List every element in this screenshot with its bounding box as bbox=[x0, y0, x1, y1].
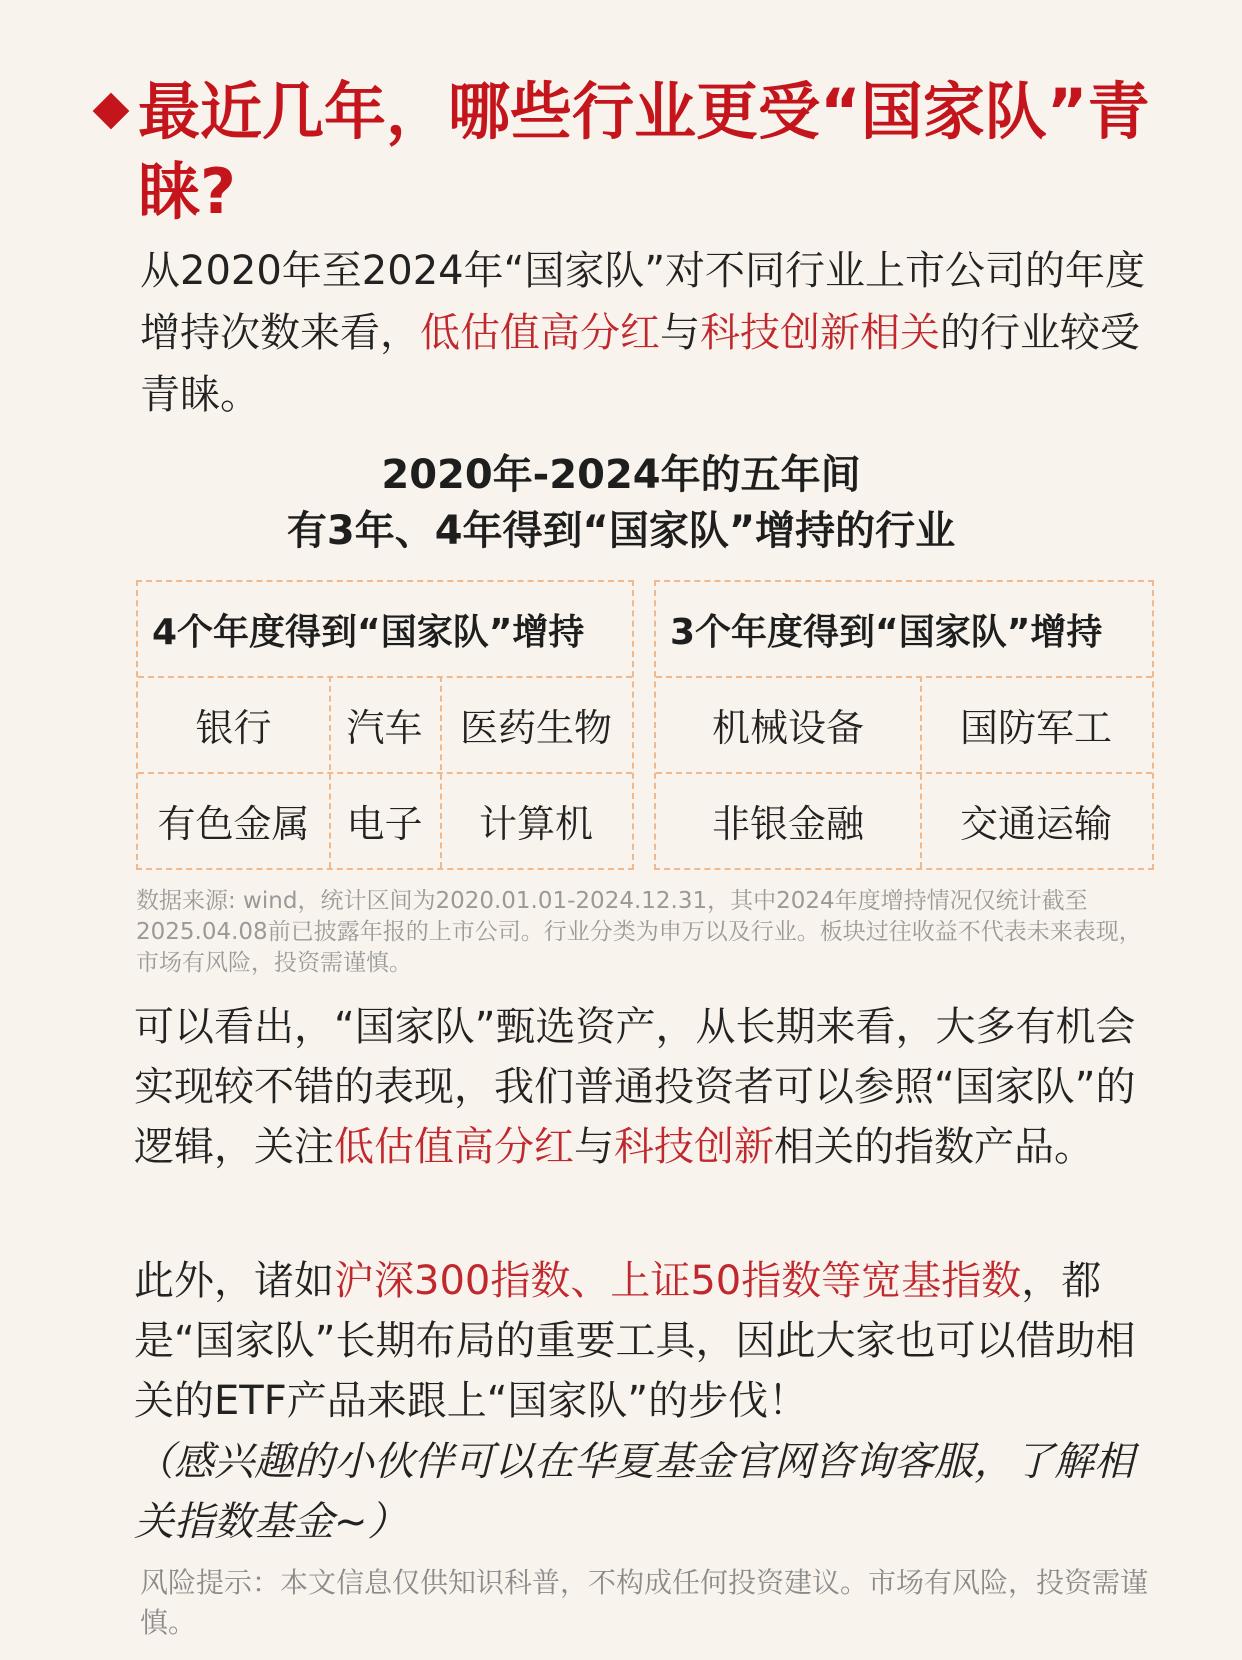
conclusion-text-1: 可以看出，“国家队”甄选资产，从长期来看，大多有机会实现较不错的表现，我们普通投资者可以参照“国家队”的逻辑，关注 bbox=[134, 1004, 1136, 1170]
conclusion-text-2: 与 bbox=[574, 1124, 614, 1170]
industry-cell: 银行 bbox=[195, 705, 272, 750]
left-industry-panel bbox=[136, 580, 634, 870]
intro-highlight-2: 科技创新相关 bbox=[700, 310, 940, 356]
conclusion-highlight-2: 科技创新 bbox=[614, 1124, 774, 1170]
page-title: 最近几年，哪些行业更受“国家队”青睐? bbox=[138, 75, 1150, 228]
industry-cell: 交通运输 bbox=[959, 801, 1112, 846]
broad-index-paragraph bbox=[134, 1251, 1164, 1431]
table-title-line-1: 2020年-2024年的五年间 bbox=[381, 452, 861, 498]
industry-cell: 有色金属 bbox=[157, 801, 310, 846]
left-panel-header: 4个年度得到“国家队”增持 bbox=[138, 582, 632, 678]
right-industry-panel bbox=[654, 580, 1154, 870]
industry-cell: 计算机 bbox=[478, 801, 593, 846]
broad-index-highlight: 沪深300指数、上证50指数等宽基指数 bbox=[334, 1258, 1022, 1304]
consult-note: （感兴趣的小伙伴可以在华夏基金官网咨询客服，了解相关指数基金~） bbox=[134, 1439, 1134, 1545]
conclusion-highlight-1: 低估值高分红 bbox=[334, 1124, 574, 1170]
industry-cell: 非银金融 bbox=[711, 801, 864, 846]
table-title-line-2: 有3年、4年得到“国家队”增持的行业 bbox=[286, 508, 956, 554]
industry-cell: 医药生物 bbox=[459, 705, 612, 750]
intro-paragraph bbox=[140, 240, 1160, 426]
intro-text-3: 的行业较受青睐。 bbox=[140, 310, 1140, 418]
intro-text-2: 与 bbox=[660, 310, 700, 356]
risk-disclaimer: 风险提示：本文信息仅供知识科普，不构成任何投资建议。市场有风险，投资需谨慎。 bbox=[140, 1566, 1149, 1639]
diamond-bullet-icon bbox=[93, 93, 130, 130]
industry-cell: 电子 bbox=[346, 801, 423, 846]
broad-index-text-2: ，都是“国家队”长期布局的重要工具，因此大家也可以借助相关的ETF产品来跟上“国家队”的步伐！ bbox=[134, 1258, 1136, 1424]
conclusion-paragraph bbox=[134, 997, 1164, 1177]
intro-highlight-1: 低估值高分红 bbox=[420, 310, 660, 356]
industry-cell: 国防军工 bbox=[959, 705, 1112, 750]
broad-index-text-1: 此外，诸如 bbox=[134, 1258, 334, 1304]
conclusion-text-3: 相关的指数产品。 bbox=[774, 1124, 1094, 1170]
right-panel-header: 3个年度得到“国家队”增持 bbox=[656, 582, 1152, 678]
industry-cell: 汽车 bbox=[346, 705, 423, 750]
data-source-note: 数据来源: wind，统计区间为2020.01.01-2024.12.31，其中2024年度增持情况仅统计截至2025.04.08前已披露年报的上市公司。行业分类为申万以及行业。板块过往收益不代表未来表现，市场有风险，投资需谨慎。 bbox=[136, 888, 1142, 976]
intro-text-1: 从2020年至2024年“国家队”对不同行业上市公司的年度增持次数来看， bbox=[140, 248, 1146, 356]
industry-cell: 机械设备 bbox=[711, 705, 864, 750]
